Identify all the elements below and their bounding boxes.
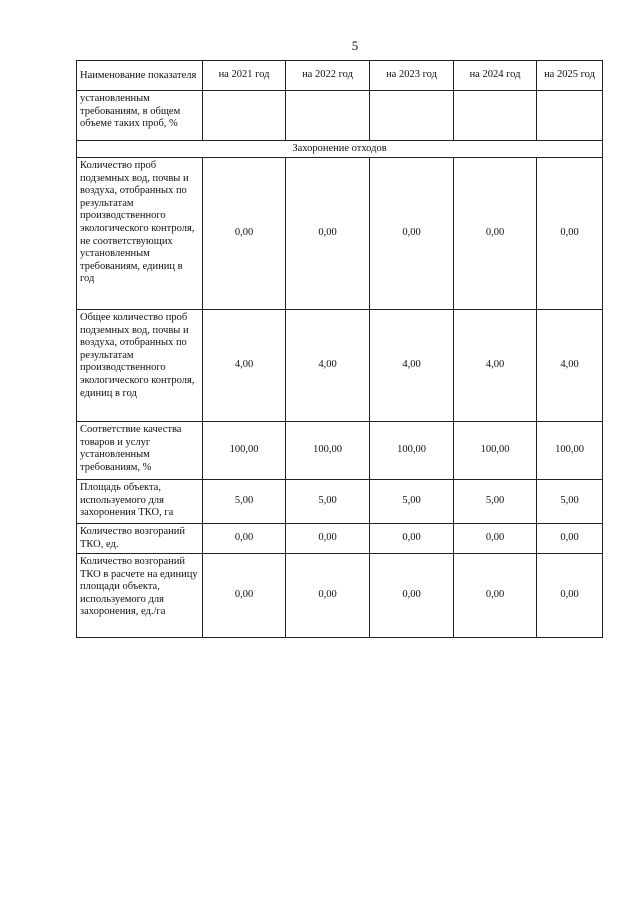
header-year-2021: на 2021 год <box>203 61 286 91</box>
header-year-2024: на 2024 год <box>454 61 537 91</box>
table-row <box>77 422 603 480</box>
table-row <box>77 524 603 554</box>
indicators-table <box>76 60 603 638</box>
row-value-2025: 100,00 <box>537 422 603 480</box>
row-value-2021: 5,00 <box>203 480 286 524</box>
row-indicator-name: Количество возгораний ТКО в расчете на единицу площади объекта, используемого для захоронения, ед./га <box>77 554 203 638</box>
row-value-2022: 0,00 <box>286 158 370 310</box>
row-value-2021: 0,00 <box>203 554 286 638</box>
row-indicator-name: Количество проб подземных вод, почвы и воздуха, отобранных по результатам производственного экологического контроля, не соответствующих установленным требованиям, единиц в год <box>77 158 203 310</box>
row-value-2023: 0,00 <box>370 158 454 310</box>
row-indicator-name: Площадь объекта, используемого для захоронения ТКО, га <box>77 480 203 524</box>
row-value-2023: 4,00 <box>370 310 454 422</box>
section-title: Захоронение отходов <box>77 141 603 158</box>
row-value-2022: 5,00 <box>286 480 370 524</box>
row-value-2022: 0,00 <box>286 524 370 554</box>
header-year-2023: на 2023 год <box>370 61 454 91</box>
row-value-2022: 0,00 <box>286 554 370 638</box>
row-value-2024: 0,00 <box>454 554 537 638</box>
row-value-2022 <box>286 91 370 141</box>
row-value-2022: 100,00 <box>286 422 370 480</box>
table-row <box>77 554 603 638</box>
row-value-2025: 0,00 <box>537 524 603 554</box>
header-indicator-name: Наименование показателя <box>77 61 203 91</box>
table-row <box>77 158 603 310</box>
row-value-2023: 0,00 <box>370 554 454 638</box>
row-value-2021: 4,00 <box>203 310 286 422</box>
row-value-2025: 0,00 <box>537 554 603 638</box>
section-row <box>77 141 603 158</box>
row-value-2024: 0,00 <box>454 158 537 310</box>
page-number: 5 <box>351 38 359 53</box>
row-value-2021 <box>203 91 286 141</box>
row-value-2025: 4,00 <box>537 310 603 422</box>
row-value-2023: 5,00 <box>370 480 454 524</box>
header-year-2025: на 2025 год <box>537 61 603 91</box>
row-value-2024: 100,00 <box>454 422 537 480</box>
row-value-2023: 100,00 <box>370 422 454 480</box>
row-indicator-name: установленным требованиям, в общем объеме таких проб, % <box>77 91 203 141</box>
row-value-2025: 5,00 <box>537 480 603 524</box>
row-value-2021: 100,00 <box>203 422 286 480</box>
row-value-2023: 0,00 <box>370 524 454 554</box>
row-value-2024 <box>454 91 537 141</box>
table-row <box>77 310 603 422</box>
row-indicator-name: Количество возгораний ТКО, ед. <box>77 524 203 554</box>
row-value-2025 <box>537 91 603 141</box>
row-value-2023 <box>370 91 454 141</box>
row-value-2024: 0,00 <box>454 524 537 554</box>
row-value-2021: 0,00 <box>203 158 286 310</box>
header-year-2022: на 2022 год <box>286 61 370 91</box>
row-value-2021: 0,00 <box>203 524 286 554</box>
row-value-2025: 0,00 <box>537 158 603 310</box>
row-indicator-name: Общее количество проб подземных вод, почвы и воздуха, отобранных по результатам производственного экологического контроля, единиц в год <box>77 310 203 422</box>
row-value-2024: 5,00 <box>454 480 537 524</box>
table-row <box>77 91 603 141</box>
row-value-2022: 4,00 <box>286 310 370 422</box>
row-indicator-name: Соответствие качества товаров и услуг установленным требованиям, % <box>77 422 203 480</box>
table-header-row <box>77 61 603 91</box>
row-value-2024: 4,00 <box>454 310 537 422</box>
table-row <box>77 480 603 524</box>
